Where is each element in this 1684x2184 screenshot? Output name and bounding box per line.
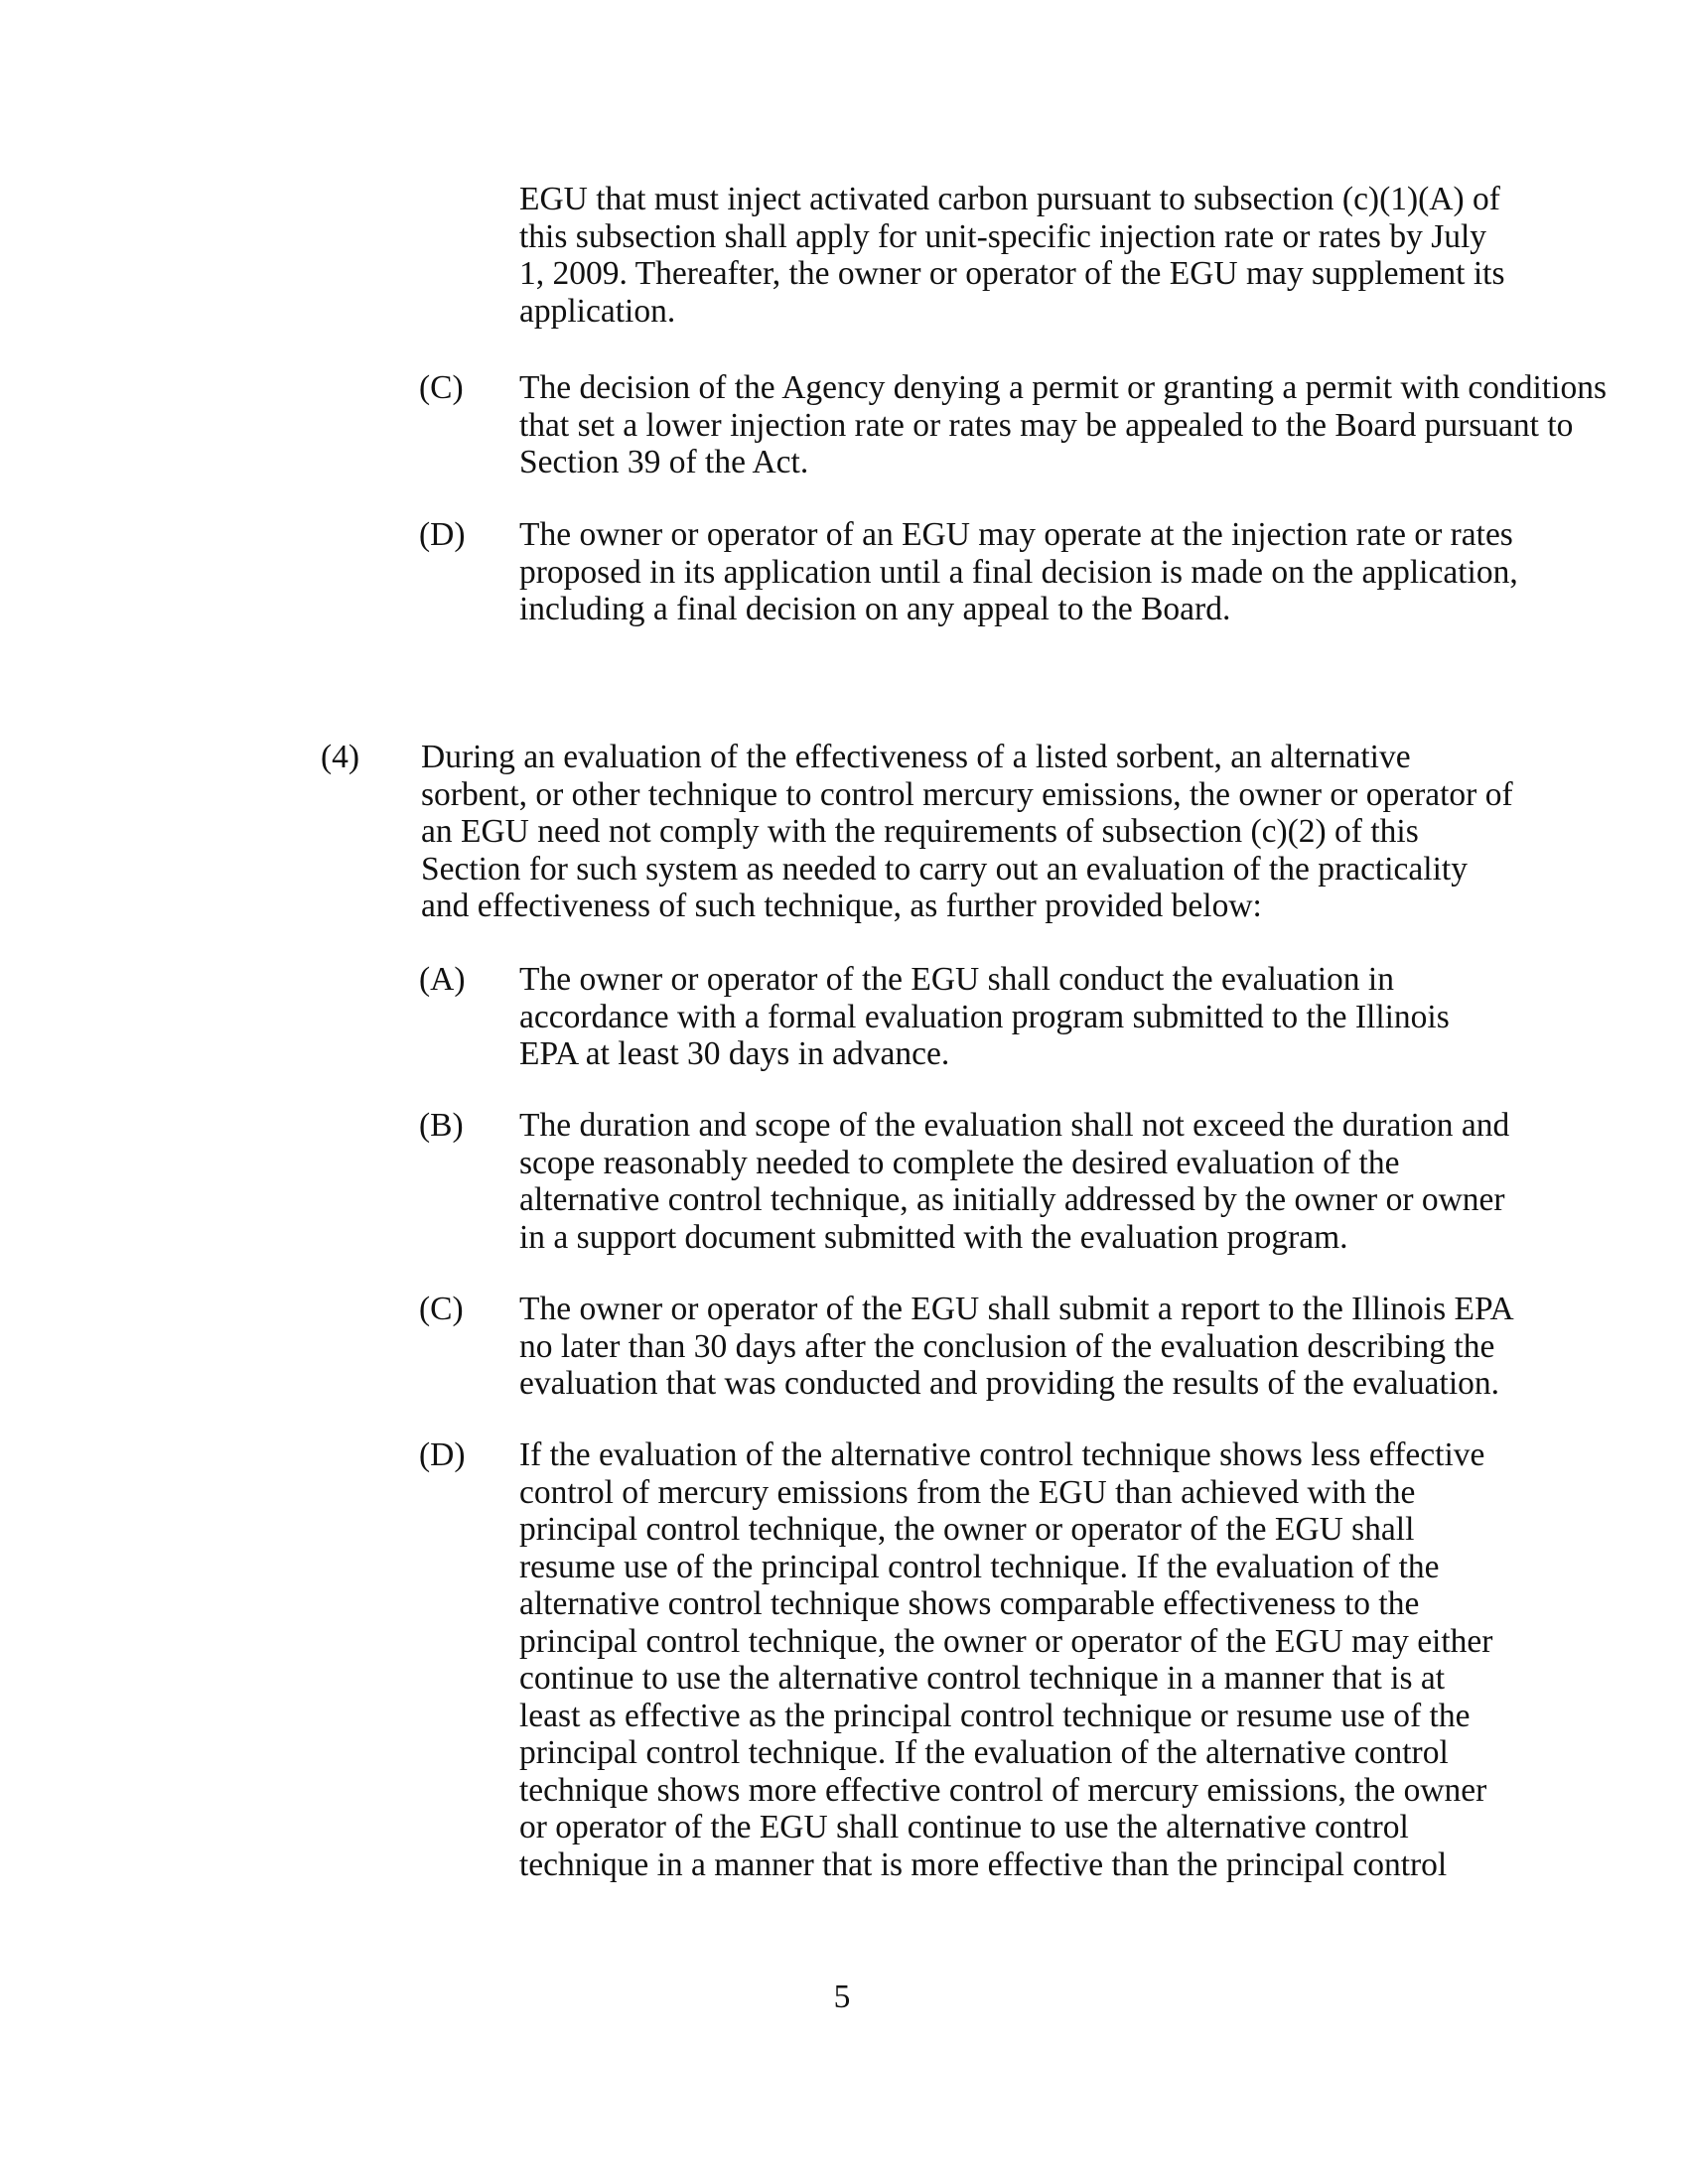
item-4a-label: (A) [419,961,466,998]
item-4d-label: (D) [419,1436,466,1473]
item-d-text: The owner or operator of an EGU may operate at the injection rate or rates proposed in its application until a final decision is made on the application, including a final decision on any appeal to the Board. [519,516,1518,627]
item-c-label: (C) [419,369,464,406]
item-4c-label: (C) [419,1291,464,1327]
item-4b-label: (B) [419,1107,464,1144]
item-d-label: (D) [419,516,466,553]
item-4d-text: If the evaluation of the alternative control technique shows less effective control of mercury emissions from the EGU than achieved with the principal control technique, the owner or operator of the EGU shall resume use of the principal control technique. If the evaluation of the alternative control technique shows comparable effectiveness to the principal control technique, the owner or operator of the EGU may either continue to use the alternative control technique in a manner that is at least as effective as the principal control technique or resume use of the principal control technique. If the evaluation of the alternative control technique shows more effective control of mercury emissions, the owner or operator of the EGU shall continue to use the alternative control technique in a manner that is more effective than the principal control [519,1436,1493,1883]
item-4c-text: The owner or operator of the EGU shall submit a report to the Illinois EPA no later than 30 days after the conclusion of the evaluation describing the evaluation that was conducted and providing the results of the evaluation. [519,1291,1514,1402]
item-c-text: The decision of the Agency denying a permit or granting a permit with conditions that set a lower injection rate or rates may be appealed to the Board pursuant to Section 39 of the Act. [519,369,1607,480]
continuation-paragraph: EGU that must inject activated carbon pursuant to subsection (c)(1)(A) of this subsection shall apply for unit-specific injection rate or rates by July 1, 2009. Thereafter, the owner or operator of the EGU may supplement its application. [519,181,1505,330]
page-number: 5 [833,1979,851,2015]
item-4b-text: The duration and scope of the evaluation shall not exceed the duration and scope reasonably needed to complete the desired evaluation of the alternative control technique, as initially addressed by the owner or owner in a support document submitted with the evaluation program. [519,1107,1510,1256]
paragraph-4-text: During an evaluation of the effectiveness of a listed sorbent, an alternative sorbent, or other technique to control mercury emissions, the owner or operator of an EGU need not comply with the requirements of subsection (c)(2) of this Section for such system as needed to carry out an evaluation of the practicality and effectiveness of such technique, as further provided below: [421,739,1513,924]
paragraph-4-label: (4) [321,739,360,775]
item-4a-text: The owner or operator of the EGU shall conduct the evaluation in accordance with a formal evaluation program submitted to the Illinois EPA at least 30 days in advance. [519,961,1450,1072]
